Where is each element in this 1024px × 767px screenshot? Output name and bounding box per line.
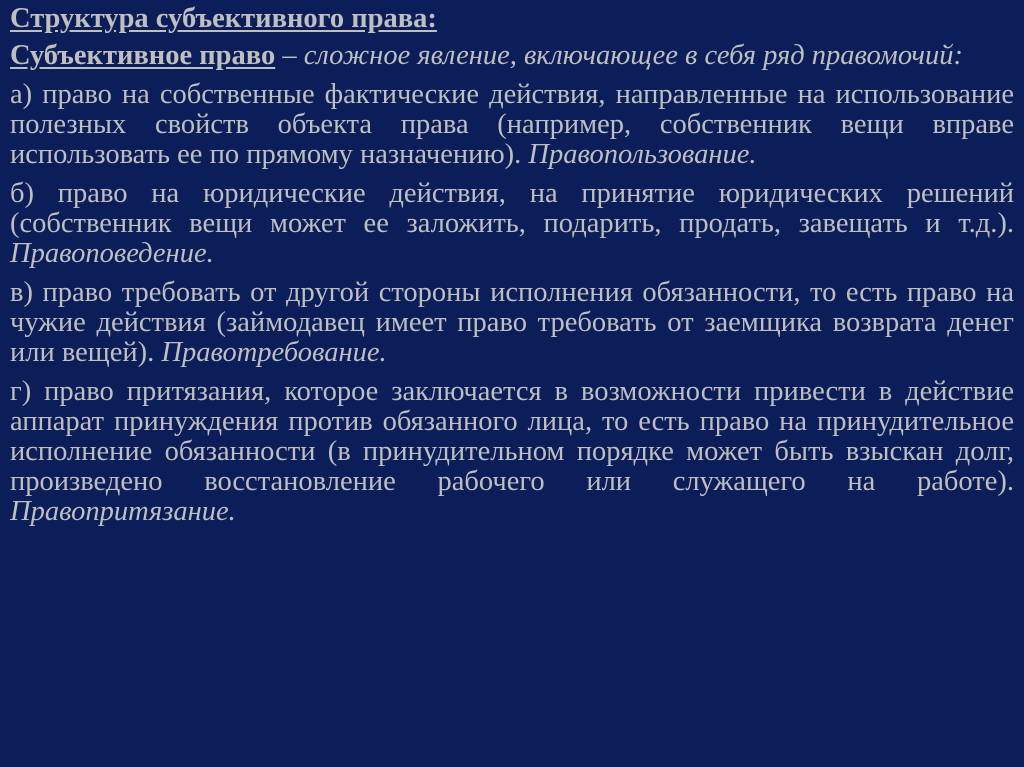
definition-text: – сложное явление, включающее в себя ряд правомочий: [275,40,963,71]
item-name: Правопритязание. [10,496,236,527]
item-text: г) право притязания, которое заключается в возможности привести в действие аппарат принуждения против обязанного лица, то есть право на принудительное исполнение обязанности (в принудительном порядке может быть взыскан долг, произведено восстановление рабочего или служащего на работе). [10,376,1014,497]
slide-title: Структура субъективного права: [10,3,437,34]
item-text: а) право на собственные фактические действия, направленные на использование полезных свойств объекта права (например, собственник вещи вправе использовать ее по прямому назначению). [10,79,1014,170]
list-item-v [10,278,1014,368]
item-name: Правопользование. [528,139,757,170]
list-item-b [10,179,1014,269]
list-item-a [10,80,1014,170]
item-name: Правоповедение. [10,238,214,269]
definition-paragraph [10,41,1014,71]
item-text: б) право на юридические действия, на принятие юридических решений (собственник вещи может ее заложить, подарить, продать, завещать и т.д.). [10,178,1014,239]
item-text: в) право требовать от другой стороны исполнения обязанности, то есть право на чужие действия (займодавец имеет право требовать от заемщика возврата денег или вещей). [10,277,1014,368]
definition-term: Субъективное право [10,40,276,71]
list-item-g [10,377,1014,527]
item-name: Правотребование. [161,337,387,368]
